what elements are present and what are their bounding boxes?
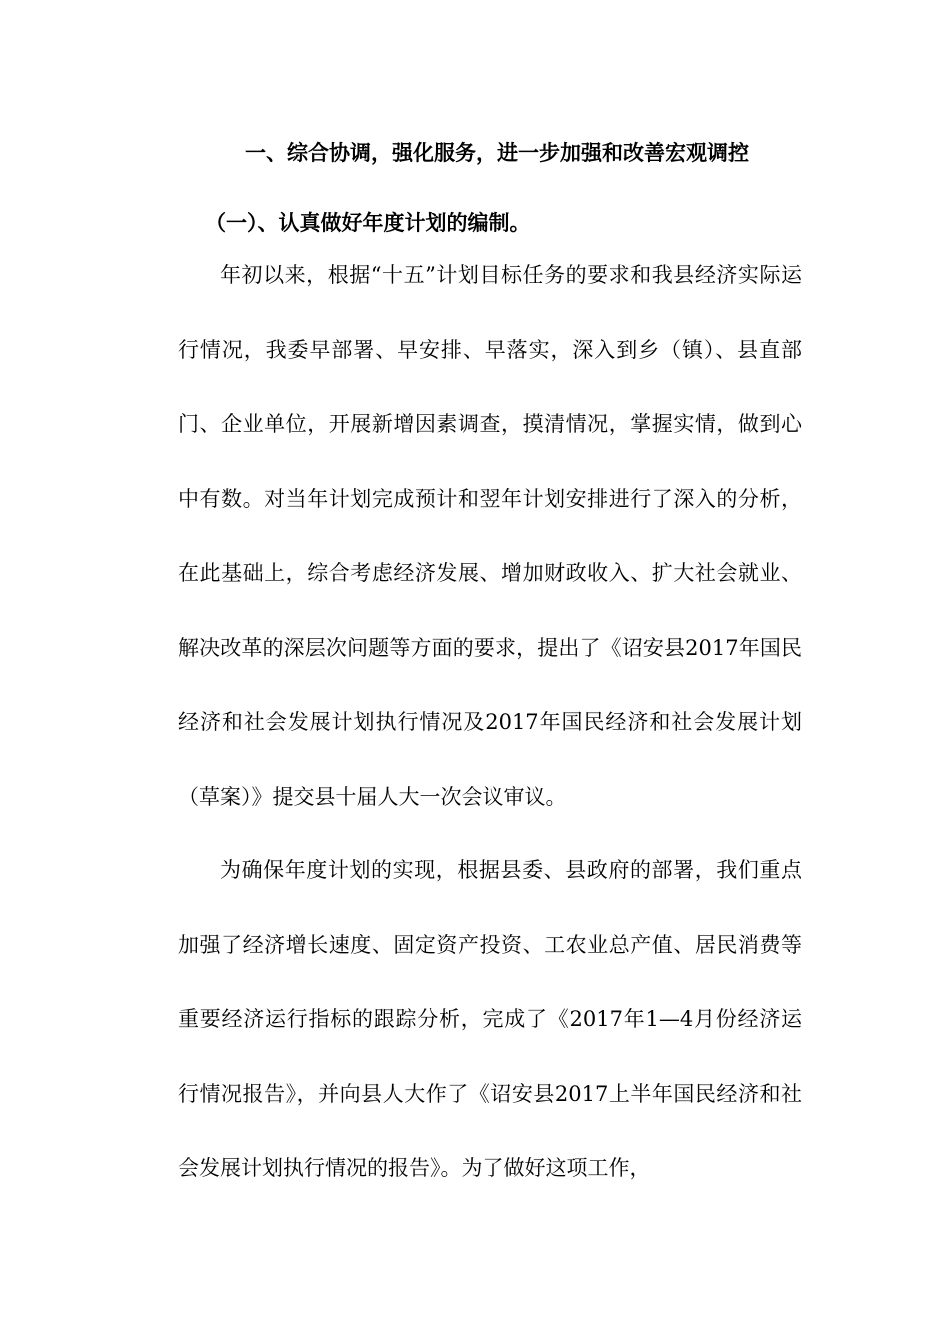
subsection-heading: （一）、认真做好年度计划的编制。 [205, 210, 531, 235]
section-heading: 一、综合协调，强化服务，进一步加强和改善宏观调控 [245, 140, 749, 165]
body-paragraph-2: 为确保年度计划的实现，根据县委、县政府的部署，我们重点加强了经济增长速度、固定资产投资、工农业总产值、居民消费等重要经济运行指标的跟踪分析，完成了《2017年1—4月份经济运行情况报告》，并向县人大作了《诏安县2017上半年国民经济和社会发展计划执行情况的报告》。为了做好这项工作， [178, 858, 802, 1180]
body-paragraph-1: 年初以来，根据“十五”计划目标任务的要求和我县经济实际运行情况，我委早部署、早安排、早落实，深入到乡（镇）、县直部门、企业单位，开展新增因素调查，摸清情况，掌握实情，做到心中有数。对当年计划完成预计和翌年计划安排进行了深入的分析，在此基础上，综合考虑经济发展、增加财政收入、扩大社会就业、解决改革的深层次问题等方面的要求，提出了《诏安县2017年国民经济和社会发展计划执行情况及2017年国民经济和社会发展计划（草案）》提交县十届人大一次会议审议。 [178, 263, 802, 809]
